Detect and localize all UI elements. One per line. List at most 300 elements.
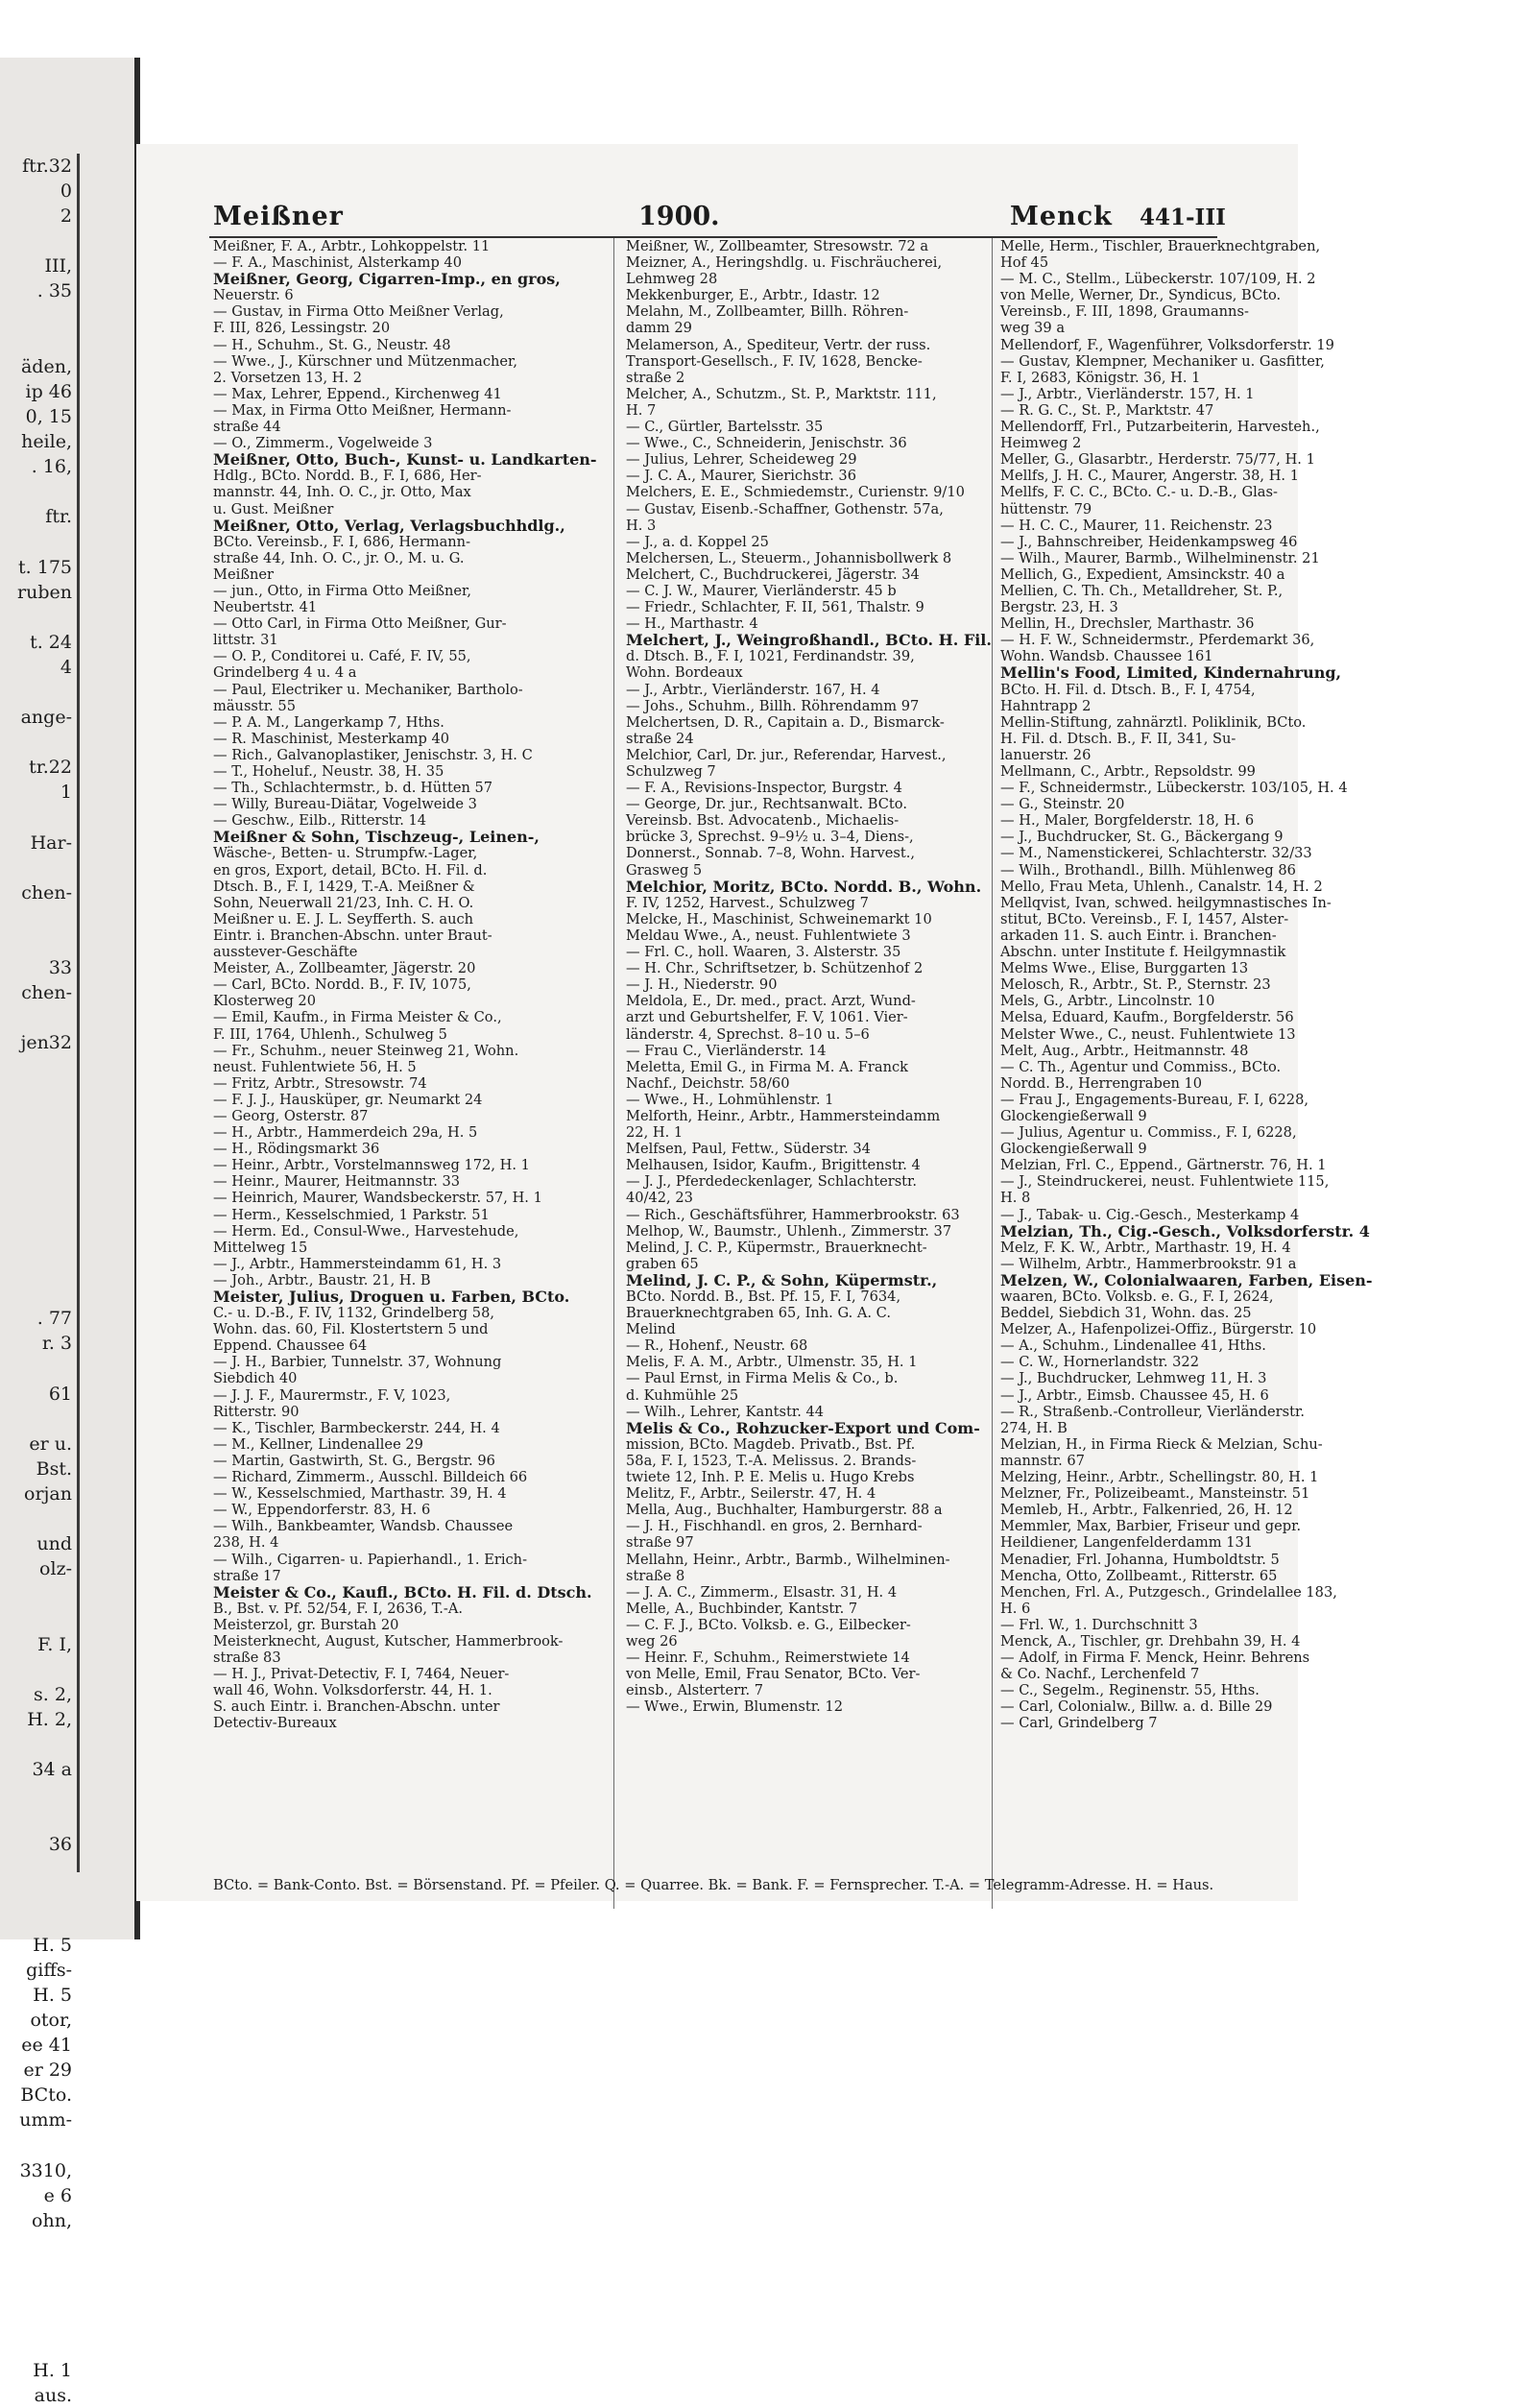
directory-entry-line: — Adolf, in Firma F. Menck, Heinr. Behrens [1000,1649,1310,1667]
directory-entry-line: Melchert, J., Weingroßhandl., BCto. H. Fil. [626,631,992,650]
directory-entry-line: Transport-Gesellsch., F. IV, 1628, Bencke- [626,352,923,370]
directory-entry-line: Mellin-Stiftung, zahnärztl. Poliklinik, BCto. [1000,713,1307,731]
directory-entry-line: — J., Bahnschreiber, Heidenkampsweg 46 [1000,533,1298,550]
directory-entry-line: weg 39 a [1000,320,1066,337]
directory-entry-line: — Frl. W., 1. Durchschnitt 3 [1000,1616,1198,1633]
adjacent-page-fragment [0,2233,72,2258]
directory-entry-line: Dtsch. B., F. I, 1429, T.-A. Meißner & [213,878,475,895]
directory-entry-line: Meletta, Emil G., in Firma M. A. Franck [626,1058,909,1075]
directory-entry-line: — Paul Ernst, in Firma Melis & Co., b. [626,1370,899,1387]
directory-entry-line: Vereinsb., F. III, 1898, Graumanns- [1000,303,1249,321]
directory-entry-line: Eppend. Chaussee 64 [213,1337,368,1355]
adjacent-page-fragment: otor, [30,2009,72,2031]
page-gutter [77,154,80,1872]
directory-entry-line: Melamerson, A., Spediteur, Vertr. der russ. [626,336,931,353]
directory-entry-line: Mellahn, Heinr., Arbtr., Barmb., Wilhelminen- [626,1551,950,1568]
directory-entry-line: — Gustav, in Firma Otto Meißner Verlag, [213,303,504,321]
adjacent-page-fragment [0,1055,72,1080]
directory-entry-line: — Carl, Colonialw., Billw. a. d. Bille 29 [1000,1698,1273,1716]
adjacent-page-fragment: 1 [60,782,72,804]
directory-entry-line: H. 8 [1000,1190,1031,1207]
directory-entry-line: Memleb, H., Arbtr., Falkenried, 26, H. 12 [1000,1502,1293,1519]
directory-entry-line: — Friedr., Schlachter, F. II, 561, Thalstr. 9 [626,599,924,616]
directory-entry-line: straße 2 [626,369,685,386]
directory-entry-line: Melind [626,1321,676,1338]
directory-entry-line: — H., Marthastr. 4 [626,615,758,633]
adjacent-page-fragment [0,1206,72,1231]
directory-entry-line: — C., Segelm., Reginenstr. 55, Hths. [1000,1682,1260,1699]
adjacent-page-fragment: olz- [39,1558,72,1580]
directory-entry-line: — F. A., Maschinist, Alsterkamp 40 [213,254,462,272]
directory-entry-line: straße 97 [626,1534,694,1552]
adjacent-page-text [0,154,72,2407]
directory-entry-line: Meißner [213,566,275,583]
directory-entry-line: Melcke, H., Maschinist, Schweinemarkt 10 [626,910,932,927]
directory-entry-line: 2. Vorsetzen 13, H. 2 [213,369,363,386]
directory-entry-line: Abschn. unter Institute f. Heilgymnastik [1000,944,1286,961]
directory-entry-line: Lehmweg 28 [626,271,718,288]
directory-entry-line: — Martin, Gastwirth, St. G., Bergstr. 96 [213,1452,495,1469]
directory-entry-line: Mekkenburger, E., Arbtr., Idastr. 12 [626,287,880,304]
directory-entry-line: Melahn, M., Zollbeamter, Billh. Röhren- [626,303,909,321]
adjacent-page-fragment: er 29 [23,2059,72,2082]
directory-entry-line: C.- u. D.-B., F. IV, 1132, Grindelberg 58, [213,1305,494,1322]
directory-entry-line: — Joh., Arbtr., Baustr. 21, H. B [213,1271,431,1288]
directory-entry-line: Meldola, E., Dr. med., pract. Arzt, Wund- [626,993,916,1010]
directory-entry-line: Nordd. B., Herrengraben 10 [1000,1074,1203,1092]
directory-entry-line: Nachf., Deichstr. 58/60 [626,1074,790,1092]
directory-entry-line: Meller, G., Glasarbtr., Herderstr. 75/77, H. 1 [1000,451,1315,469]
directory-entry-line: Wäsche-, Betten- u. Strumpfw.-Lager, [213,845,478,862]
directory-entry-line: — J. J., Pferdedeckenlager, Schlachterstr. [626,1173,918,1191]
directory-entry-line: H. 6 [1000,1600,1031,1617]
directory-entry-line: Wohn. Wandsb. Chaussee 161 [1000,648,1213,665]
adjacent-page-fragment [0,1106,72,1131]
directory-entry-line: 40/42, 23 [626,1190,693,1207]
adjacent-page-fragment: H. 1 [33,2360,72,2382]
directory-entry-line: — J. H., Fischhandl. en gros, 2. Bernhard- [626,1518,923,1535]
directory-entry-line: u. Gust. Meißner [213,500,334,518]
directory-entry-line: Meißner u. E. J. L. Seyfferth. S. auch [213,910,474,927]
directory-entry-line: Melchertsen, D. R., Capitain a. D., Bismarck- [626,713,945,731]
directory-entry-line: Meister, Julius, Droguen u. Farben, BCto. [213,1288,570,1306]
directory-entry-line: Mellmann, C., Arbtr., Repsoldstr. 99 [1000,763,1256,780]
adjacent-page-fragment: 3310, [19,2159,72,2181]
directory-entry-line: Melis, F. A. M., Arbtr., Ulmenstr. 35, H. 1 [626,1354,918,1371]
directory-entry-line: Schulzweg 7 [626,763,716,780]
adjacent-page-fragment: ee 41 [21,2035,72,2057]
directory-entry-line: straße 44, Inh. O. C., jr. O., M. u. G. [213,549,465,566]
adjacent-page-fragment: ruben [17,581,72,603]
directory-entry-line: F. III, 1764, Uhlenh., Schulweg 5 [213,1025,447,1043]
directory-entry-line: Mellfs, J. H. C., Maurer, Angerstr. 38, H. 1 [1000,468,1299,485]
adjacent-page-fragment: aus. [34,2385,72,2407]
directory-entry-line: — Rich., Galvanoplastiker, Jenischstr. 3, H. C [213,746,533,763]
adjacent-page-fragment: 4 [60,656,72,678]
directory-entry-line: — J., Tabak- u. Cig.-Gesch., Mesterkamp 4 [1000,1206,1300,1223]
adjacent-page-fragment: r. 3 [41,1333,72,1355]
directory-entry-line: — Frau C., Vierländerstr. 14 [626,1042,827,1059]
directory-entry-line: Mittelweg 15 [213,1239,308,1256]
adjacent-page-fragment: 36 [48,1834,72,1856]
directory-entry-line: — Heinr., Maurer, Heitmannstr. 33 [213,1173,461,1191]
directory-entry-line: — Herm. Ed., Consul-Wwe., Harvestehude, [213,1222,519,1240]
directory-entry-line: — H. F. W., Schneidermstr., Pferdemarkt 36, [1000,632,1315,649]
directory-entry-line: Meißner & Sohn, Tischzeug-, Leinen-, [213,828,540,847]
directory-entry-line: — Wilh., Bankbeamter, Wandsb. Chaussee [213,1518,514,1535]
directory-entry-line: Mencha, Otto, Zollbeamt., Ritterstr. 65 [1000,1567,1278,1584]
directory-entry-line: Melle, Herm., Tischler, Brauerknechtgraben, [1000,238,1321,254]
directory-entry-line: — Rich., Geschäftsführer, Hammerbrookstr. 63 [626,1206,960,1223]
directory-entry-line: H. 7 [626,401,657,419]
adjacent-page-fragment [0,1080,72,1105]
directory-entry-line: 238, H. 4 [213,1534,279,1552]
adjacent-page-fragment [0,680,72,705]
directory-entry-line: — Wilh., Brothandl., Billh. Mühlenweg 86 [1000,861,1296,879]
directory-entry-line: Mello, Frau Meta, Uhlenh., Canalstr. 14, H. 2 [1000,878,1323,895]
directory-entry-line: — H. J., Privat-Detectiv, F. I, 7464, Neuer- [213,1666,510,1683]
adjacent-page-fragment [0,1882,72,1907]
adjacent-page-fragment [0,1657,72,1682]
directory-entry-line: — M., Namenstickerei, Schlachterstr. 32/33 [1000,845,1312,862]
directory-entry-line: — Wilh., Maurer, Barmb., Wilhelminenstr. 21 [1000,549,1320,566]
directory-entry-line: Hdlg., BCto. Nordd. B., F. I, 686, Her- [213,468,482,485]
directory-entry-line: — R., Hohenf., Neustr. 68 [626,1337,808,1355]
directory-entry-line: H. 3 [626,517,657,534]
directory-entry-line: Melchers, E. E., Schmiedemstr., Curienstr. 9/10 [626,484,965,501]
directory-entry-line: arkaden 11. S. auch Eintr. i. Branchen- [1000,927,1277,944]
directory-entry-line: littstr. 31 [213,632,278,649]
adjacent-page-fragment: orjan [24,1482,72,1505]
directory-entry-line: — Georg, Osterstr. 87 [213,1107,369,1124]
directory-entry-line: — Wwe., H., Lohmühlenstr. 1 [626,1091,834,1108]
adjacent-page-fragment [0,2258,72,2283]
adjacent-page-fragment [0,229,72,253]
directory-entry-line: Melosch, R., Arbtr., St. P., Sternstr. 23 [1000,976,1271,994]
directory-entry-line: Glockengießerwall 9 [1000,1141,1147,1158]
directory-entry-line: — J., a. d. Koppel 25 [626,533,769,550]
directory-entry-line: — Heinr., Arbtr., Vorstelmannsweg 172, H. 1 [213,1157,530,1174]
directory-entry-line: Mels, G., Arbtr., Lincolnstr. 10 [1000,993,1215,1010]
adjacent-page-fragment [0,1357,72,1382]
directory-entry-line: Memmler, Max, Barbier, Friseur und gepr. [1000,1518,1302,1535]
directory-entry-line: — F. J. J., Hausküper, gr. Neumarkt 24 [213,1091,483,1108]
directory-entry-line: — J., Buchdrucker, Lehmweg 11, H. 3 [1000,1370,1267,1387]
directory-entry-line: — H., Schuhm., St. G., Neustr. 48 [213,336,451,353]
directory-entry-line: — R., Straßenb.-Controlleur, Vierländerstr. [1000,1403,1306,1420]
adjacent-page-fragment [0,1807,72,1832]
adjacent-page-fragment [0,605,72,630]
directory-entry-line: Melms Wwe., Elise, Burggarten 13 [1000,960,1249,977]
directory-entry-line: — Wilh., Cigarren- u. Papierhandl., 1. Erich- [213,1551,528,1568]
directory-entry-line: — George, Dr. jur., Rechtsanwalt. BCto. [626,796,907,813]
adjacent-page-fragment [0,1857,72,1882]
adjacent-page-fragment [0,304,72,329]
directory-entry-line: Menchen, Frl. A., Putzgesch., Grindelallee 183, [1000,1583,1337,1601]
directory-entry-line: Eintr. i. Branchen-Abschn. unter Braut- [213,927,492,944]
directory-entry-line: — Julius, Agentur u. Commiss., F. I, 6228, [1000,1124,1297,1142]
adjacent-page-fragment: e 6 [43,2184,72,2206]
directory-entry-line: — Emil, Kaufm., in Firma Meister & Co., [213,1009,502,1026]
directory-entry-line: Meißner, F. A., Arbtr., Lohkoppelstr. 11 [213,238,491,254]
adjacent-page-fragment: äden, [20,355,72,377]
directory-entry-line: — Carl, BCto. Nordd. B., F. IV, 1075, [213,976,471,994]
directory-entry-line: Meisterzol, gr. Burstah 20 [213,1616,399,1633]
directory-entry-line: Vereinsb. Bst. Advocatenb., Michaelis- [626,812,900,830]
directory-entry-line: — M. C., Stellm., Lübeckerstr. 107/109, H. 2 [1000,271,1316,288]
directory-entry-line: — H. Chr., Schriftsetzer, b. Schützenhof 2 [626,960,924,977]
directory-entry-line: Hahntrapp 2 [1000,697,1092,714]
directory-entry-line: Meldau Wwe., A., neust. Fuhlentwiete 3 [626,927,911,944]
adjacent-page-fragment: 33 [48,957,72,978]
directory-entry-line: — Frl. C., holl. Waaren, 3. Alsterstr. 35 [626,944,901,961]
adjacent-page-fragment: Bst. [36,1457,72,1480]
adjacent-page-fragment [0,1131,72,1156]
adjacent-page-fragment: chen- [21,881,72,903]
directory-entry-line: BCto. H. Fil. d. Dtsch. B., F. I, 4754, [1000,681,1256,698]
directory-entry-line: Melzian, Frl. C., Eppend., Gärtnerstr. 76, H. 1 [1000,1157,1327,1174]
directory-entry-line: F. IV, 1252, Harvest., Schulzweg 7 [626,894,869,911]
directory-entry-line: Meister, A., Zollbeamter, Jägerstr. 20 [213,960,476,977]
directory-entry-line: — C., Gürtler, Bartelsstr. 35 [626,419,824,436]
directory-entry-line: Melzian, Th., Cig.-Gesch., Volksdorferstr. 4 [1000,1221,1370,1240]
directory-entry-line: Brauerknechtgraben 65, Inh. G. A. C. [626,1305,891,1322]
directory-entry-line: B., Bst. v. Pf. 52/54, F. I, 2636, T.-A. [213,1600,464,1617]
directory-entry-line: — O., Zimmerm., Vogelweide 3 [213,435,433,452]
directory-entry-line: waaren, BCto. Volksb. e. G., F. I, 2624, [1000,1288,1274,1305]
adjacent-page-fragment: ftr. [45,506,72,528]
directory-entry-line: Meißner, W., Zollbeamter, Stresowstr. 72 a [626,238,929,254]
directory-entry-line: straße 8 [626,1567,685,1584]
directory-entry-line: Meizner, A., Heringshdlg. u. Fischräucherei, [626,254,943,272]
adjacent-page-fragment [0,1908,72,1933]
directory-entry-line: — Wwe., J., Kürschner und Mützenmacher, [213,352,518,370]
adjacent-page-fragment [0,905,72,930]
directory-entry-line: — J. A. C., Zimmerm., Elsastr. 31, H. 4 [626,1583,898,1601]
directory-entry-line: Melz, F. K. W., Arbtr., Marthastr. 19, H. 4 [1000,1239,1291,1256]
adjacent-page-fragment [0,1281,72,1306]
directory-entry-line: Meißner, Georg, Cigarren-Imp., en gros, [213,270,561,289]
directory-entry-line: Mellin's Food, Limited, Kindernahrung, [1000,663,1342,683]
directory-entry-line: — Gustav, Klempner, Mechaniker u. Gasfitter, [1000,352,1325,370]
adjacent-page-fragment: er u. [29,1433,72,1455]
directory-entry-line: — jun., Otto, in Firma Otto Meißner, [213,582,472,599]
directory-entry-line: Mellqvist, Ivan, schwed. heilgymnastisches In- [1000,894,1332,911]
directory-entry-line: — J., Buchdrucker, St. G., Bäckergang 9 [1000,829,1284,846]
directory-entry-line: d. Kuhmühle 25 [626,1386,739,1404]
adjacent-page-fragment: . 16, [31,456,72,478]
directory-entry-line: mannstr. 44, Inh. O. C., jr. Otto, Max [213,484,471,501]
directory-entry-line: — F., Schneidermstr., Lübeckerstr. 103/105, H. 4 [1000,780,1348,797]
directory-entry-line: — Max, Lehrer, Eppend., Kirchenweg 41 [213,385,502,402]
directory-entry-line: Melforth, Heinr., Arbtr., Hammersteindamm [626,1107,941,1124]
directory-entry-line: Heimweg 2 [1000,435,1082,452]
directory-entry-line: Detectiv-Bureaux [213,1715,337,1732]
column-1 [213,238,597,1732]
directory-entry-line: Melcher, A., Schutzm., St. P., Marktstr. 111, [626,385,937,402]
directory-entry-line: länderstr. 4, Sprechst. 8–10 u. 5–6 [626,1025,870,1043]
header-left-keyword: Meißner [213,202,344,231]
directory-entry-line: Neubertstr. 41 [213,599,318,616]
directory-entry-line: Mellin, H., Drechsler, Marthastr. 36 [1000,615,1255,633]
adjacent-page-fragment: 34 a [32,1759,72,1780]
directory-entry-line: Grindelberg 4 u. 4 a [213,664,357,682]
directory-entry-line: — J., Arbtr., Eimsb. Chaussee 45, H. 6 [1000,1386,1269,1404]
adjacent-page-fragment [0,1581,72,1606]
directory-entry-line: d. Dtsch. B., F. I, 1021, Ferdinandstr. 39, [626,648,915,665]
adjacent-page-fragment [0,329,72,354]
directory-entry-line: straße 17 [213,1567,281,1584]
adjacent-page-fragment: Har- [30,831,72,854]
directory-entry-line: — J., Arbtr., Hammersteindamm 61, H. 3 [213,1255,502,1272]
directory-entry-line: Melsa, Eduard, Kaufm., Borgfelderstr. 56 [1000,1009,1294,1026]
column-2 [626,238,992,1716]
directory-entry-line: 22, H. 1 [626,1124,684,1142]
directory-entry-line: — Wilhelm, Arbtr., Hammerbrookstr. 91 a [1000,1255,1297,1272]
directory-entry-line: Siebdich 40 [213,1370,298,1387]
directory-entry-line: Meisterknecht, August, Kutscher, Hammerbrook- [213,1632,564,1649]
adjacent-page-fragment: und [36,1533,72,1555]
adjacent-page-fragment: ip 46 [25,380,72,402]
adjacent-page-fragment [0,1782,72,1807]
adjacent-page-fragment: jen32 [20,1032,72,1054]
adjacent-page-fragment: BCto. [20,2084,72,2107]
directory-entry-line: Melfsen, Paul, Fettw., Süderstr. 34 [626,1141,871,1158]
directory-entry-line: von Melle, Emil, Frau Senator, BCto. Ver- [626,1666,921,1683]
directory-entry-line: — H. C. C., Maurer, 11. Reichenstr. 23 [1000,517,1273,534]
directory-entry-line: — Herm., Kesselschmied, 1 Parkstr. 51 [213,1206,490,1223]
directory-entry-line: — C. W., Hornerlandstr. 322 [1000,1354,1199,1371]
directory-entry-line: — W., Eppendorferstr. 83, H. 6 [213,1502,431,1519]
directory-entry-line: von Melle, Werner, Dr., Syndicus, BCto. [1000,287,1282,304]
adjacent-page-fragment [0,2132,72,2157]
directory-entry-line: damm 29 [626,320,692,337]
directory-entry-line: — W., Kesselschmied, Marthastr. 39, H. 4 [213,1485,507,1503]
adjacent-page-fragment: t. 24 [30,631,72,653]
directory-entry-line: arzt und Geburtshelfer, F. V, 1061. Vier- [626,1009,908,1026]
directory-entry-line: Heildiener, Langenfelderdamm 131 [1000,1534,1254,1552]
column-3 [1000,238,1373,1732]
directory-entry-line: Wohn. Bordeaux [626,664,743,682]
directory-entry-line: Melt, Aug., Arbtr., Heitmannstr. 48 [1000,1042,1249,1059]
directory-entry-line: straße 24 [626,730,694,747]
adjacent-page-fragment: . 77 [36,1308,72,1330]
header-year: 1900. [638,202,720,231]
adjacent-page-fragment [0,855,72,880]
directory-entry-line: Hof 45 [1000,254,1049,272]
adjacent-page-fragment [0,2283,72,2308]
directory-entry-line: Mellien, C. Th. Ch., Metalldreher, St. P., [1000,582,1284,599]
directory-entry-line: — Otto Carl, in Firma Otto Meißner, Gur- [213,615,507,633]
directory-entry-line: Melle, A., Buchbinder, Kantstr. 7 [626,1600,858,1617]
adjacent-page-fragment [0,1256,72,1281]
directory-entry-line: mannstr. 67 [1000,1452,1085,1469]
directory-entry-line: weg 26 [626,1632,678,1649]
directory-entry-line: — Paul, Electriker u. Mechaniker, Bartholo- [213,681,523,698]
directory-entry-line: — R. Maschinist, Mesterkamp 40 [213,730,450,747]
column-divider [992,238,993,1909]
adjacent-page-fragment [0,730,72,755]
directory-entry-line: straße 83 [213,1649,281,1667]
directory-entry-line: Sohn, Neuerwall 21/23, Inh. C. H. O. [213,894,474,911]
directory-entry-line: — Heinrich, Maurer, Wandsbeckerstr. 57, H. 1 [213,1190,542,1207]
directory-entry-line: — Fritz, Arbtr., Stresowstr. 74 [213,1074,427,1092]
adjacent-page-fragment [0,1181,72,1206]
directory-entry-line: — Frau J., Engagements-Bureau, F. I, 6228, [1000,1091,1309,1108]
directory-entry-line: — Johs., Schuhm., Billh. Röhrendamm 97 [626,697,920,714]
directory-entry-line: — H., Arbtr., Hammerdeich 29a, H. 5 [213,1124,478,1142]
directory-entry-line: — J., Arbtr., Vierländerstr. 167, H. 4 [626,681,880,698]
directory-entry-line: — A., Schuhm., Lindenallee 41, Hths. [1000,1337,1266,1355]
adjacent-page-fragment: . 35 [36,280,72,302]
directory-entry-line: — Fr., Schuhm., neuer Steinweg 21, Wohn. [213,1042,519,1059]
directory-entry-line: Meißner, Otto, Verlag, Verlagsbuchhdlg., [213,516,565,535]
directory-entry-line: F. I, 2683, Königstr. 36, H. 1 [1000,369,1201,386]
directory-entry-line: Meißner, Otto, Buch-, Kunst- u. Landkarten- [213,450,597,470]
adjacent-page-fragment [0,1732,72,1757]
directory-entry-line: stitut, BCto. Vereinsb., F. I, 1457, Alster- [1000,910,1289,927]
directory-entry-line: Beddel, Siebdich 31, Wohn. das. 25 [1000,1305,1252,1322]
directory-entry-line: Klosterweg 20 [213,993,317,1010]
directory-entry-line: — K., Tischler, Barmbeckerstr. 244, H. 4 [213,1419,500,1436]
adjacent-page-fragment: 61 [48,1383,72,1405]
directory-entry-line: Ritterstr. 90 [213,1403,300,1420]
directory-entry-line: Melhausen, Isidor, Kaufm., Brigittenstr. 4 [626,1157,921,1174]
directory-entry-line: Menadier, Frl. Johanna, Humboldtstr. 5 [1000,1551,1280,1568]
directory-entry-line: — Gustav, Eisenb.-Schaffner, Gothenstr. 57a, [626,500,944,518]
directory-entry-line: — R. G. C., St. P., Marktstr. 47 [1000,401,1214,419]
adjacent-page-fragment [0,1231,72,1256]
directory-entry-line: Mella, Aug., Buchhalter, Hamburgerstr. 88 a [626,1502,943,1519]
directory-entry-line: — Willy, Bureau-Diätar, Vogelweide 3 [213,796,477,813]
directory-entry-line: H. Fil. d. Dtsch. B., F. II, 341, Su- [1000,730,1236,747]
directory-entry-line: mäusstr. 55 [213,697,297,714]
directory-entry-line: 274, H. B [1000,1419,1068,1436]
directory-entry-line: — O. P., Conditorei u. Café, F. IV, 55, [213,648,471,665]
directory-entry-line: einsb., Alsterterr. 7 [626,1682,764,1699]
directory-entry-line: wall 46, Wohn. Volksdorferstr. 44, H. 1. [213,1682,492,1699]
directory-entry-line: Melind, J. C. P., Küpermstr., Brauerknecht- [626,1239,927,1256]
adjacent-page-fragment [0,2333,72,2358]
directory-entry-line: BCto. Vereinsb., F. I, 686, Hermann- [213,533,471,550]
directory-entry-line: F. III, 826, Lessingstr. 20 [213,320,391,337]
directory-entry-line: Melchersen, L., Steuerm., Johannisbollwerk 8 [626,549,952,566]
directory-entry-line: — Carl, Grindelberg 7 [1000,1715,1158,1732]
footer-text: BCto. = Bank-Conto. Bst. = Börsenstand. Pf. = Pfeiler. Q. = Quarree. Bk. = Bank. F. = Fernsprecher. T.-A. = Telegramm-Adresse. H. = Haus. [213,1877,1214,1893]
directory-entry-line: Mellendorf, F., Wagenführer, Volksdorferstr. 19 [1000,336,1334,353]
column-divider [613,238,614,1909]
directory-entry-line: Melzner, Fr., Polizeibeamt., Mansteinstr. 51 [1000,1485,1310,1503]
directory-entry-line: Mellich, G., Expedient, Amsinckstr. 40 a [1000,566,1285,583]
adjacent-page-fragment: III, [44,255,72,277]
directory-entry-line: Grasweg 5 [626,861,703,879]
directory-entry-line: — Wwe., Erwin, Blumenstr. 12 [626,1698,843,1716]
directory-entry-line: — J. J. F., Maurermstr., F. V, 1023, [213,1386,451,1404]
directory-entry-line: — H., Maler, Borgfelderstr. 18, H. 6 [1000,812,1255,830]
directory-entry-line: — C. Th., Agentur und Commiss., BCto. [1000,1058,1282,1075]
directory-entry-line: — J., Arbtr., Vierländerstr. 157, H. 1 [1000,385,1255,402]
directory-entry-line: & Co. Nachf., Lerchenfeld 7 [1000,1666,1200,1683]
directory-entry-line: hüttenstr. 79 [1000,500,1092,518]
adjacent-page-fragment: ohn, [32,2209,72,2231]
adjacent-page-fragment: ftr.32 [22,156,72,177]
directory-entry-line: Neuerstr. 6 [213,287,294,304]
directory-entry-line: Menck, A., Tischler, gr. Drehbahn 39, H. 4 [1000,1632,1301,1649]
directory-entry-line: brücke 3, Sprechst. 9–9½ u. 3–4, Diens-, [626,829,914,846]
adjacent-page-fragment: F. I, [37,1633,72,1655]
directory-entry-line: Meister & Co., Kaufl., BCto. H. Fil. d. Dtsch. [213,1582,592,1601]
adjacent-page-fragment [0,805,72,830]
